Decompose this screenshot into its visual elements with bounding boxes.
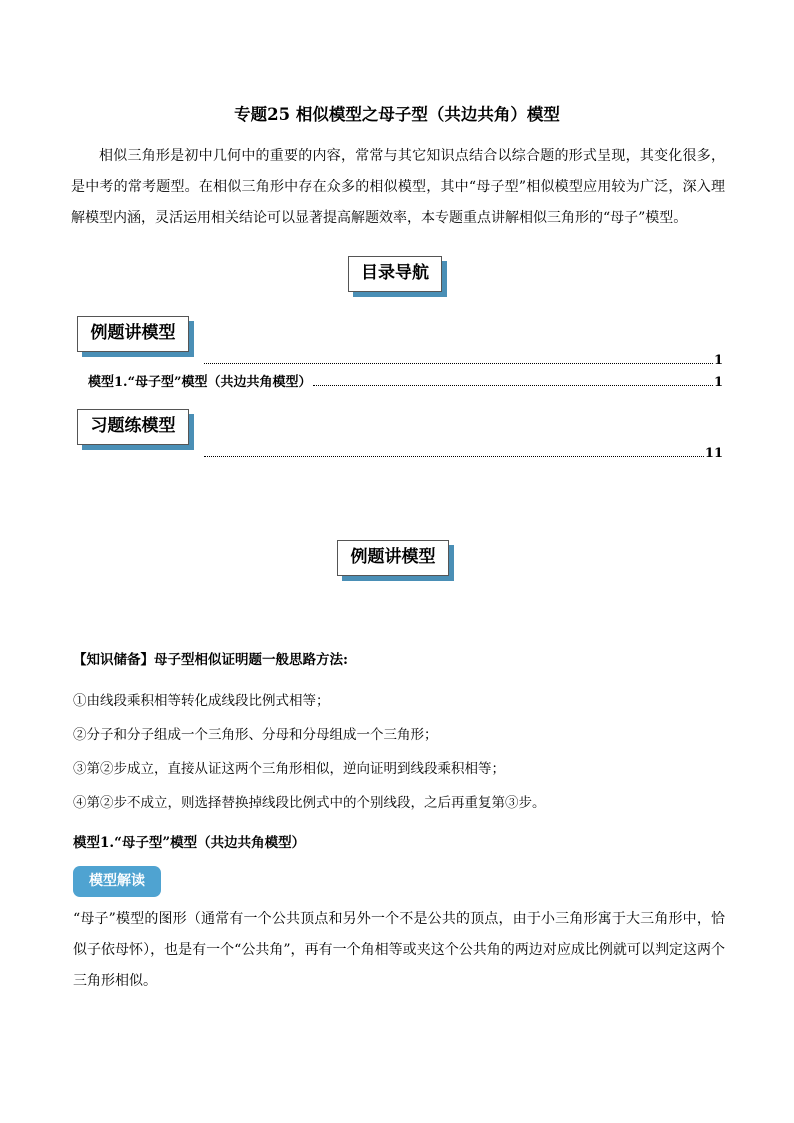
toc-section1-label[interactable]: 例题讲模型 bbox=[77, 316, 189, 352]
knowledge-title: 【知识储备】母子型相似证明题一般思路方法: bbox=[73, 652, 348, 668]
toc-entry-model1[interactable] bbox=[88, 374, 723, 392]
step-item: ③第②步成立，直接从证这两个三角形相似，逆向证明到线段乘积相等； bbox=[73, 761, 505, 777]
model-interpretation-badge: 模型解读 bbox=[73, 866, 161, 897]
page-title: 专题25 相似模型之母子型（共边共角）模型 bbox=[234, 105, 560, 124]
section-heading-box bbox=[337, 540, 449, 576]
toc-section2-label[interactable]: 习题练模型 bbox=[77, 409, 189, 445]
model1-description: “母子”模型的图形（通常有一个公共顶点和另外一个不是公共的顶点，由于小三角形寓于大三角形中，恰似子依母怀），也是有一个“公共角”，再有一个角相等或夹这个公共角的两边对应成比例就可以判定这两个三角形相似。 bbox=[73, 911, 725, 989]
toc-page-number: 1 bbox=[713, 353, 723, 368]
intro-paragraph bbox=[71, 141, 725, 234]
toc-dots bbox=[204, 455, 704, 457]
steps-list bbox=[73, 684, 546, 820]
toc-page-number: 11 bbox=[704, 446, 723, 461]
toc-section2-box bbox=[77, 409, 189, 445]
toc-dots bbox=[204, 362, 713, 364]
step-item: ①由线段乘积相等转化成线段比例式相等； bbox=[73, 693, 330, 709]
section-heading: 例题讲模型 bbox=[337, 540, 449, 576]
toc-entry-section2[interactable] bbox=[203, 445, 723, 463]
toc-page-number: 1 bbox=[713, 375, 723, 390]
toc-entry-label: 模型1.“母子型”模型（共边共角模型） bbox=[88, 375, 312, 390]
toc-dots bbox=[313, 384, 713, 386]
model1-heading: 模型1.“母子型”模型（共边共角模型） bbox=[73, 835, 306, 851]
step-item: ②分子和分子组成一个三角形、分母和分母组成一个三角形； bbox=[73, 727, 438, 743]
toc-section1-box bbox=[77, 316, 189, 352]
step-item: ④第②步不成立，则选择替换掉线段比例式中的个别线段，之后再重复第③步。 bbox=[73, 795, 546, 811]
toc-heading-box bbox=[348, 256, 442, 292]
intro-text: 相似三角形是初中几何中的重要的内容，常常与其它知识点结合以综合题的形式呈现，其变化很多，是中考的常考题型。在相似三角形中存在众多的相似模型，其中“母子型”相似模型应用较为广泛，深入理解模型内涵，灵活运用相关结论可以显著提高解题效率，本专题重点讲解相似三角形的“母子”模型。 bbox=[71, 148, 725, 226]
toc-entry-section1[interactable] bbox=[203, 352, 723, 370]
toc-heading: 目录导航 bbox=[348, 256, 442, 292]
